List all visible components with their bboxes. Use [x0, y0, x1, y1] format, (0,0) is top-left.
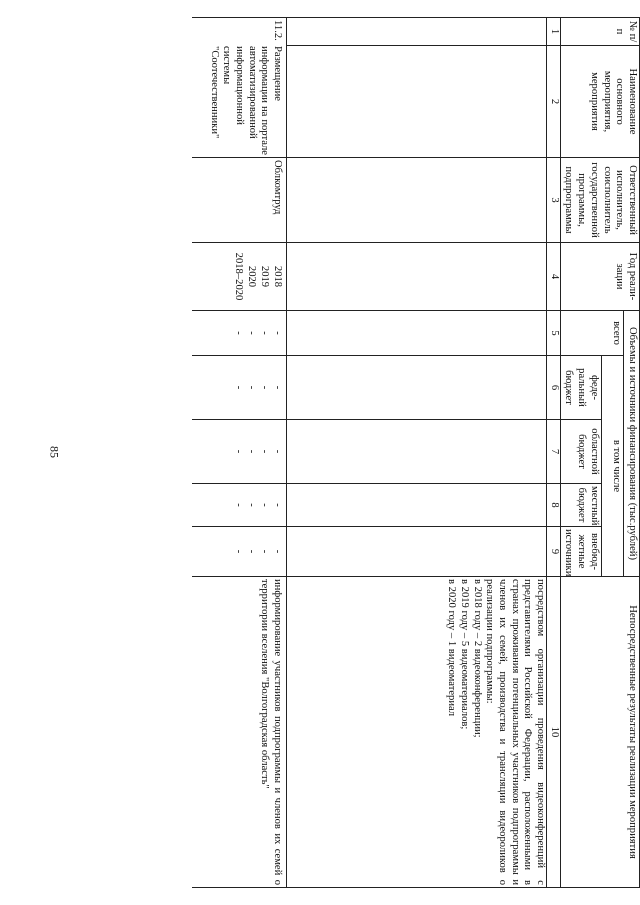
header-including: в том числе [601, 356, 623, 577]
year-value: 2018 [272, 265, 284, 288]
row-executor: Облкомтруд [192, 158, 287, 243]
column-number: 7 [547, 420, 561, 484]
page-number: 85 [47, 446, 62, 458]
header-results: Непосредственные результаты реализации мероприятия [560, 577, 639, 888]
column-number: 4 [547, 243, 561, 311]
total-values: - - - - [192, 311, 287, 356]
header-row-1 [624, 18, 640, 888]
header-name: Наименование основного мероприятия, мероприятия [560, 46, 639, 158]
header-local: местный бюджет [560, 484, 601, 527]
federal-values: - - - - [192, 356, 287, 420]
header-funding: Объемы и источники финансирования (тыс.рублей) [624, 311, 640, 577]
local-values: - - - - [192, 484, 287, 527]
year-value: 2019 [259, 265, 271, 288]
header-executor: Ответственный исполнитель, соисполнитель государственной программы, подпрограммы [560, 158, 639, 243]
regional-values: - - - - [192, 420, 287, 484]
header-total: всего [560, 311, 624, 356]
column-number: 10 [547, 577, 561, 888]
year-value: 2020 [246, 265, 258, 288]
column-number: 5 [547, 311, 561, 356]
continuation-row [287, 18, 547, 888]
table-row [192, 18, 287, 888]
column-number: 1 [547, 18, 561, 46]
column-number: 6 [547, 356, 561, 420]
header-year: Год реали-зации [560, 243, 639, 311]
header-num: № п/п [560, 18, 639, 46]
row-result: информирование участников подпрограммы и членов их семей о территории вселения "Волгоградская область" [192, 577, 287, 888]
program-table [192, 17, 640, 888]
row-number: 11.2. [272, 20, 284, 41]
column-number: 3 [547, 158, 561, 243]
extra-values: - - - - [192, 527, 287, 577]
row-name: Размещение информации на портале автоматизированной информационной системы "Соотечественники" [208, 46, 284, 155]
continued-result-text: посредством организации проведения видеоконференций с представителями Российской Федерации, расположенными в странах проживания потенциальных участников подпрограммы и членов их семей, производства и трансляции видеороликов о реализации подпрограммы: в 2018 году – 2 видеоконференции; в 2019 году – 5 видеоматериалов; в 2020 году – 1 видеоматериал [287, 577, 547, 888]
column-number: 2 [547, 46, 561, 158]
year-value: 2018–2020 [233, 252, 245, 301]
column-number-row [547, 18, 561, 888]
column-number: 9 [547, 527, 561, 577]
row-years [192, 243, 287, 311]
header-extra: внебюд-жетные источники [560, 527, 601, 577]
header-federal: феде-ральный бюджет [560, 356, 601, 420]
header-regional: областной бюджет [560, 420, 601, 484]
column-number: 8 [547, 484, 561, 527]
